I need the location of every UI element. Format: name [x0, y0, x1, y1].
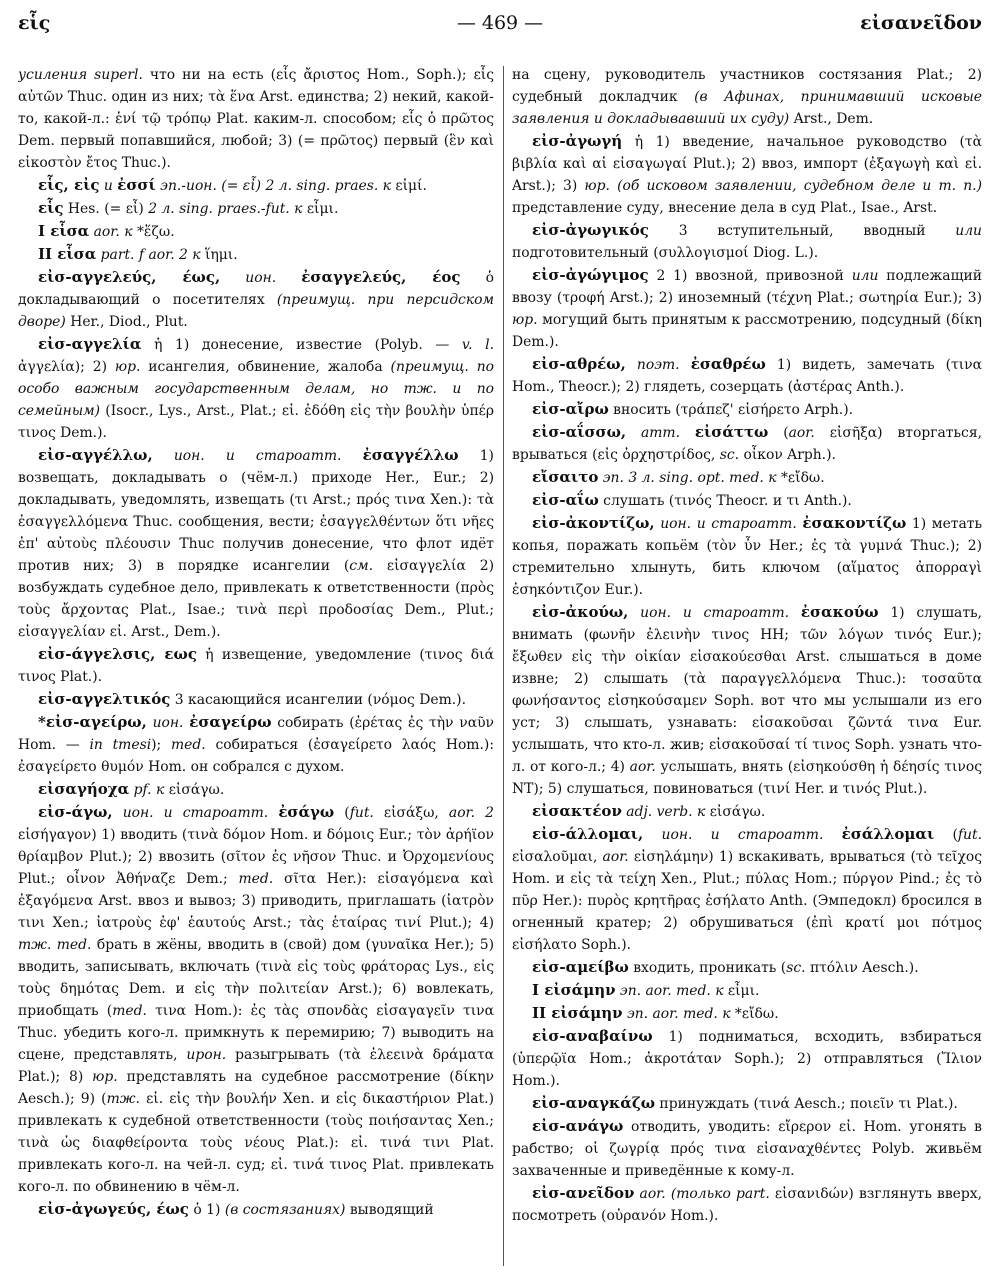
definition-text: *εἴδω.	[730, 1006, 779, 1022]
definition-text: 1) слушать, внимать (φωνῆν ἐλεινὴν τινος HH; τῶν λόγων τινός Eur.); ἔξωθεν εἰς τὴν οἰκίαν εἰσακούεσθαι Arst. слышаться в доме извне; 2) слышать (τὰ παραγγελλόμενα Thuc.): τοσαῦτα φωνήσαντος εἰσηκούσαμεν Soph. вот что мы услышали из его уст; 3) слышать, узнавать: εἰσακοῦσαι ζῶντά τινα Eur. услышать, что кто-л. жив; εἰσακοῦσαί τί τινος Soph. узнать что-л. от кого-л.; 4)	[512, 605, 982, 775]
definition-text: *εἴδω.	[776, 470, 825, 486]
grammar-label: юр.	[512, 312, 538, 328]
headword: εἰσ-ἀκοντίζω,	[532, 514, 655, 532]
grammar-label: ион.	[220, 270, 302, 286]
dictionary-entry	[512, 398, 982, 421]
definition-text: могущий быть принятым к рассмотрению, подсудный (δίκη Dem.).	[512, 312, 982, 350]
definition-text: на сцену, руководитель участников состязания Plat.; 2) судебный докладчик	[512, 67, 982, 105]
definition-text: εἰσήγαγον) 1) вводить (τινὰ δόμον Hom. и δόμοις Eur.; τὸν ἀρήϊον θρίαμβον Plut.); 2) ввозить (σῖτον ἐς νῆσον Thuc. и Ὀρχομενίους Plut.; οἶνον Ἀθήναζε Dem.;	[18, 827, 494, 887]
headword: εἰσ-αἴρω	[532, 400, 609, 418]
definition-text: εἰσάγω.	[164, 782, 225, 798]
grammar-label: юр. (об исковом заявлении, судебном деле и т. п.)	[584, 178, 982, 194]
definition-text: εἰμί.	[390, 178, 427, 194]
grammar-label: aor. к	[89, 224, 133, 240]
grammar-label: тж. med.	[18, 937, 92, 953]
grammar-label: aor. 2	[448, 805, 494, 821]
headword: ἐσάγω	[278, 803, 335, 821]
grammar-label: sc.	[786, 960, 806, 976]
definition-text: ἀγγελία); 2)	[18, 359, 115, 375]
definition-text: входить, проникать (	[628, 960, 787, 976]
headword: εἰσ-άγω,	[38, 803, 113, 821]
definition-text: οἶκον Arph.).	[739, 447, 836, 463]
grammar-label: (преимущ. при персидском дворе)	[18, 292, 494, 330]
dictionary-entry	[512, 1025, 982, 1092]
definition-text: разыгрывать (τὰ ἐλεεινὰ δράματα Plat.); 8)	[18, 1047, 494, 1085]
definition-text: τινα Hom.): ἐς τὰς σπονδὰς εἰσαγαγεῖν τινα Thuc. убедить кого-л. примкнуть к перемирию; 7) выводить на сцене, представлять,	[18, 1003, 494, 1063]
grammar-label: эп.-ион. (= εἶ) 2 л. sing. praes. к	[155, 178, 391, 194]
headword: εἰσ-αθρέω,	[532, 355, 626, 373]
definition-text: подлежащий ввозу (τροφή Arst.); 2) иноземный (τέχνη Plat.; σωτηρία Eur.); 3)	[512, 268, 982, 306]
headword: εἰσ-άλλομαι,	[532, 825, 644, 843]
dictionary-entry	[512, 512, 982, 601]
grammar-label: эп. aor. med. к	[615, 983, 724, 999]
headword: εἰσ-αΐω	[532, 491, 599, 509]
grammar-label: атт.	[626, 425, 695, 441]
definition-text: πτόλιν Aesch.).	[805, 960, 919, 976]
headword: εἰσαγήοχα	[38, 780, 130, 798]
dictionary-entry	[512, 489, 982, 512]
headword: ἐσαγγέλλω	[362, 446, 459, 464]
headword: εἷς, εἰς	[38, 176, 100, 194]
grammar-label: med.	[171, 737, 206, 753]
definition-text: отводить, уводить: εἴρερον εἰ. Hom. угонять в рабство; οἱ ζωγρίᾳ πρός τινα εἰσαναχθέντες Polyb. живьём захваченные и приведённые к кому-л.	[512, 1119, 982, 1179]
grammar-label: или	[955, 223, 982, 239]
definition-text: Arst., Dem.	[789, 111, 874, 127]
definition-text: εἰσάγω.	[705, 804, 766, 820]
definition-text: ὁ докладывающий о посетителях	[18, 270, 494, 308]
definition-text: 1) видеть, замечать (τινα Hom., Theocr.); 2) глядеть, созерцать (ἀστέρας Anth.).	[512, 357, 982, 395]
grammar-label: v. l.	[461, 337, 494, 353]
right-column	[512, 64, 982, 1278]
definition-text: *ἕζω.	[132, 224, 175, 240]
definition-text: ὁ 1)	[188, 1202, 225, 1218]
headword: εἰσ-αγγελία	[38, 335, 142, 353]
dictionary-entry	[512, 353, 982, 398]
grammar-label: fut.	[349, 805, 374, 821]
dictionary-entry	[512, 466, 982, 489]
grammar-label: adj. verb. к	[621, 804, 706, 820]
grammar-label: med.	[112, 1003, 147, 1019]
dictionary-entry	[18, 174, 494, 197]
dictionary-entry	[18, 333, 494, 444]
dictionary-entry	[18, 711, 494, 778]
definition-text: ἡ 1) донесение, известие (Polyb. —	[141, 337, 462, 353]
definition-text: представлять на судебное рассмотрение (δίκην Aesch.); 9) (	[18, 1069, 494, 1107]
headword: ἐσαγείρω	[189, 713, 272, 731]
definition-text: );	[151, 737, 171, 753]
headword: εἰσ-ἀγωγικός	[532, 221, 649, 239]
definition-text: собираться (ἐσαγείρετο λαός Hom.): ἐσαγείρετο θυμόν Hom. он собрался с духом.	[18, 737, 494, 775]
grammar-label: и	[99, 178, 118, 194]
grammar-label: ион. и староатт.	[643, 827, 842, 843]
grammar-label: (преимущ. по особо важным государственным делам, но тж. и по семейным)	[18, 359, 494, 419]
definition-text: 3 вступительный, вводный	[648, 223, 956, 239]
headword: I εἰσάμην	[532, 981, 616, 999]
grammar-label: эп. aor. med. к	[622, 1006, 731, 1022]
definition-text: 2 1) ввозной, привозной	[648, 268, 852, 284]
definition-text: εἰσαγγελία 2) возбуждать судебное дело, привлекать к ответственности (πρὸς τοὺς ἄρχοντας Plat., Isae.; τινὰ περὶ προδοσίας Dem., Plut.; εἰσαγγελίαν εἰ. Arst., Dem.).	[18, 558, 494, 640]
grammar-label: эп. 3 л. sing. opt. med. к	[598, 470, 777, 486]
dictionary-entry	[18, 778, 494, 801]
definition-text: ἡ извещение, уведомление (τινος διά τινος Plat.).	[18, 647, 494, 685]
definition-text: подготовительный (συλλογισμοί Diog. L.).	[512, 245, 819, 261]
column-divider	[503, 66, 504, 1266]
headword: ἐσσί	[117, 176, 156, 194]
grammar-label: ион. и староатт.	[654, 516, 803, 532]
headword: I εἷσα	[38, 222, 90, 240]
headword: εἰσ-αμείβω	[532, 958, 629, 976]
dictionary-entry	[18, 220, 494, 243]
definition-text: выводящий	[345, 1202, 434, 1218]
headword: II εἰσάμην	[532, 1004, 623, 1022]
page-number: — 469 —	[456, 12, 544, 34]
definition-text: Her., Diod., Plut.	[65, 314, 188, 330]
definition-text: 1) метать копья, поражать копьём (τὸν ὗν Her.; ἐς τὰ γυμνά Thuc.); 2) стремительно хлынуть, бить ключом (αἵματος ἀπορραγὶ ἐσηκόντιζον Eur.).	[512, 516, 982, 598]
definition-text: ἵημι.	[200, 247, 238, 263]
headword: εἷς	[38, 199, 64, 217]
dictionary-entry	[18, 1198, 494, 1221]
header-left-guideword: εἷς	[18, 12, 51, 34]
grammar-label: тж.	[106, 1091, 140, 1107]
definition-text: εἰσηλάμην) 1) вскакивать, врываться (τὸ τεῖχος Hom. и εἰς τὰ τείχη Xen., Plut.; πύλας Hom.; πύργον Pind.; ἐς τὸ πῦρ Her.): πυρὸς κρητῆρας ἐσήλατο Anth. (Эмпедокл) бросился в огненный кратер; 2) обрушиваться (ἐπὶ κρατί μοι πότμος εἰσήλατο Soph.).	[512, 849, 982, 953]
definition-text: 1) возвещать, докладывать о (чём-л.) приходе Her., Eur.; 2) докладывать, уведомлять, извещать (τι Arst.; πρός τινα Xen.): τὰ ἐσαγγελλόμενα Thuc. сообщения, вести; ἐσαγγελθέντων ὅτι νῆες ἐπ' αὐτοὺς πλέουσιν Thuc получив донесение, что флот идёт против них; 3) в порядке исангелии (	[18, 448, 494, 574]
headword: εἰσ-ανάγω	[532, 1117, 624, 1135]
definition-text: σῖτα Her.): εἰσαγόμενα καὶ ἐξαγόμενα Arst. ввоз и вывоз; 3) приводить, приглашать (ἰατρὸν τινι Xen.; ἰατροὺς ἐφ' ἑαυτούς Arst.; τὰς ἑταίρας τινί Plut.); 4)	[18, 871, 494, 931]
grammar-label: см.	[349, 558, 374, 574]
dictionary-entry	[18, 197, 494, 220]
definition-text: услышать, внять (εἰσηκούσθη ἡ δέησίς τινος NT); 5) слушаться, повиноваться (τινί Her. и τινός Plut.).	[512, 759, 982, 797]
grammar-label: ирон.	[186, 1047, 227, 1063]
definition-text: слушать (τινός Theocr. и τι Anth.).	[598, 493, 852, 509]
headword: εἰσ-αγγελτικός	[38, 690, 171, 708]
dictionary-entry	[512, 264, 982, 353]
dictionary-entry	[18, 243, 494, 266]
headword: *εἰσ-αγείρω,	[38, 713, 147, 731]
dictionary-entry	[512, 1182, 982, 1227]
definition-text: (	[934, 827, 958, 843]
definition-text: 1) подниматься, всходить, взбираться (ὑπερῷϊα Hom.; ἀκροτάταν Soph.); 2) отправляться (Ἴλιον Hom.).	[512, 1029, 982, 1089]
dictionary-entry	[512, 1115, 982, 1182]
definition-text: εἶμι.	[723, 983, 760, 999]
headword: εἰσ-ἀγώγιμος	[532, 266, 649, 284]
headword: εἰσ-ἀγωγεύς, έως	[38, 1200, 189, 1218]
definition-text: собирать (ἐρέτας ἐς τὴν ναῦν Hom. —	[18, 715, 494, 753]
headword: εἰσ-αναβαίνω	[532, 1027, 653, 1045]
definition-text: исангелия, обвинение, жалоба	[140, 359, 391, 375]
definition-text: (Isocr., Lys., Arst., Plat.; εἰ. ἐδόθη εἰς τὴν βουλὴν ὑπέρ τινος Dem.).	[18, 403, 494, 441]
headword: εἴσαιτο	[532, 468, 599, 486]
grammar-label: (в Афинах, принимавший исковые заявления и докладывавший их суду)	[512, 89, 982, 127]
grammar-label: юр.	[114, 359, 141, 375]
headword: ἐσακούω	[800, 603, 879, 621]
headword: εἰσάττω	[694, 423, 769, 441]
grammar-label: in tmesi	[89, 737, 152, 753]
grammar-label: юр.	[92, 1069, 118, 1085]
definition-text: Hes. (= εἶ)	[63, 201, 149, 217]
headword: ἐσακοντίζω	[802, 514, 907, 532]
headword: εἰσ-ἀγωγή	[532, 132, 623, 150]
dictionary-entry	[512, 64, 982, 130]
grammar-label: 2 л. sing. praes.-fut. к	[148, 201, 303, 217]
grammar-label: part. f aor. 2 к	[96, 247, 201, 263]
grammar-label: med.	[238, 871, 274, 887]
dictionary-entry	[512, 219, 982, 264]
left-column	[18, 64, 494, 1278]
headword: εἰσ-αγγελεύς, έως,	[38, 268, 221, 286]
dictionary-entry	[18, 643, 494, 688]
definition-text: брать в жёны, вводить в (свой) дом (γυναῖκα Her.); 5) вводить, записывать, включать (τινὰ εἰς τοὺς φράτορας Lys., εἰς τοὺς δημότας Dem. и εἰς τὴν πολιτείαν Arst.); 6) вовлекать, приобщать (	[18, 937, 494, 1019]
grammar-label: усиления superl.	[18, 67, 143, 83]
dictionary-entry	[512, 823, 982, 956]
headword: ἐσαγγελεύς, έος	[301, 268, 461, 286]
definition-text: εἰσῆξα) вторгаться, врываться (εἰς ὀρχηστρίδος,	[512, 425, 982, 463]
definition-text: что ни на есть (εἷς ἄριστος Hom., Soph.); εἷς αὐτῶν Thuc. один из них; τὰ ἕνα Arst. единства; 2) некий, какой-то, какой-л.: ἑνί τῷ τρόπῳ Plat. каким-л. способом; εἷς ὁ πρῶτος Dem. первый попавшийся, любой; 3) (= πρῶτος) первый (ἓν καὶ εἰκοστὸν ἔτος Thuc.).	[18, 67, 494, 171]
dictionary-entry	[18, 801, 494, 1198]
grammar-label: pf. к	[129, 782, 165, 798]
definition-text: 3 касающийся исангелии (νόμος Dem.).	[170, 692, 466, 708]
grammar-label: aor.	[602, 849, 629, 865]
grammar-label: fut.	[957, 827, 982, 843]
headword: εἰσ-αγγέλλω,	[38, 446, 153, 464]
grammar-label: ион. и староатт.	[152, 448, 363, 464]
grammar-label: ион. и староатт.	[628, 605, 801, 621]
dictionary-entry	[512, 421, 982, 466]
headword: εἰσ-αΐσσω,	[532, 423, 627, 441]
dictionary-entry	[512, 1092, 982, 1115]
grammar-label: или	[851, 268, 879, 284]
definition-text: вносить (τράπεζ' εἰσήρετο Arph.).	[608, 402, 854, 418]
definition-text: принуждать (τινά Aesch.; ποιεῖν τι Plat.).	[655, 1096, 958, 1112]
dictionary-entry	[512, 1002, 982, 1025]
headword: εἰσ-αναγκάζω	[532, 1094, 656, 1112]
definition-text: εἰσαλοῦμαι,	[512, 849, 603, 865]
definition-text: εἶμι.	[302, 201, 339, 217]
grammar-label: ион.	[146, 715, 190, 731]
definition-text: представление суду, внесение дела в суд Plat., Isae., Arst.	[512, 200, 938, 216]
dictionary-entry	[512, 800, 982, 823]
dictionary-entry	[512, 956, 982, 979]
grammar-label: ион. и староатт.	[112, 805, 279, 821]
headword: εἰσ-άγγελσις, εως	[38, 645, 197, 663]
headword: II εἷσα	[38, 245, 97, 263]
dictionary-entry	[18, 64, 494, 174]
grammar-label: aor. (только part.	[634, 1186, 770, 1202]
page-header	[18, 12, 982, 42]
dictionary-entry	[512, 601, 982, 800]
definition-text: εἰσάξω,	[373, 805, 449, 821]
grammar-label: aor.	[629, 759, 656, 775]
grammar-label: aor.	[788, 425, 815, 441]
grammar-label: (в состязаниях)	[224, 1202, 346, 1218]
headword: εἰσ-ανεῖδον	[532, 1184, 635, 1202]
definition-text: (	[768, 425, 789, 441]
dictionary-entry	[512, 130, 982, 219]
definition-text: (	[334, 805, 350, 821]
headword: εἰσακτέον	[532, 802, 622, 820]
dictionary-entry	[18, 688, 494, 711]
grammar-label: поэт.	[625, 357, 691, 373]
headword: ἐσάλλομαι	[841, 825, 935, 843]
dictionary-entry	[512, 979, 982, 1002]
dictionary-entry	[18, 266, 494, 333]
headword: εἰσ-ἀκούω,	[532, 603, 629, 621]
grammar-label: sc.	[719, 447, 740, 463]
definition-text: ἡ 1) введение, начальное руководство (τὰ βιβλία καὶ αἱ εἰσαγωγαί Plut.); 2) ввоз, импорт (ἐξαγωγὴ καὶ εἰ. Arst.); 3)	[512, 134, 982, 194]
header-right-guideword: εἰσανεῖδον	[860, 12, 982, 34]
headword: ἐσαθρέω	[690, 355, 766, 373]
dictionary-entry	[18, 444, 494, 643]
definition-text: εἰσανιδών) взглянуть вверх, посмотреть (οὐρανόν Hom.).	[512, 1186, 982, 1224]
definition-text: εἰ. εἰς τὴν βουλήν Xen. и εἰς δικαστήριον Plat.) привлекать к судебной ответственности (τοὺς ποιήσαντας Xen.; τινὰ ὡς διαφθείροντα τοὺς νέους Plat.): εἰ. τινά τινι Plat. привлекать кого-л. на чей-л. суд; εἰ. τινά τινος Plat. привлекать кого-л. по обвинению в чём-л.	[18, 1091, 494, 1195]
